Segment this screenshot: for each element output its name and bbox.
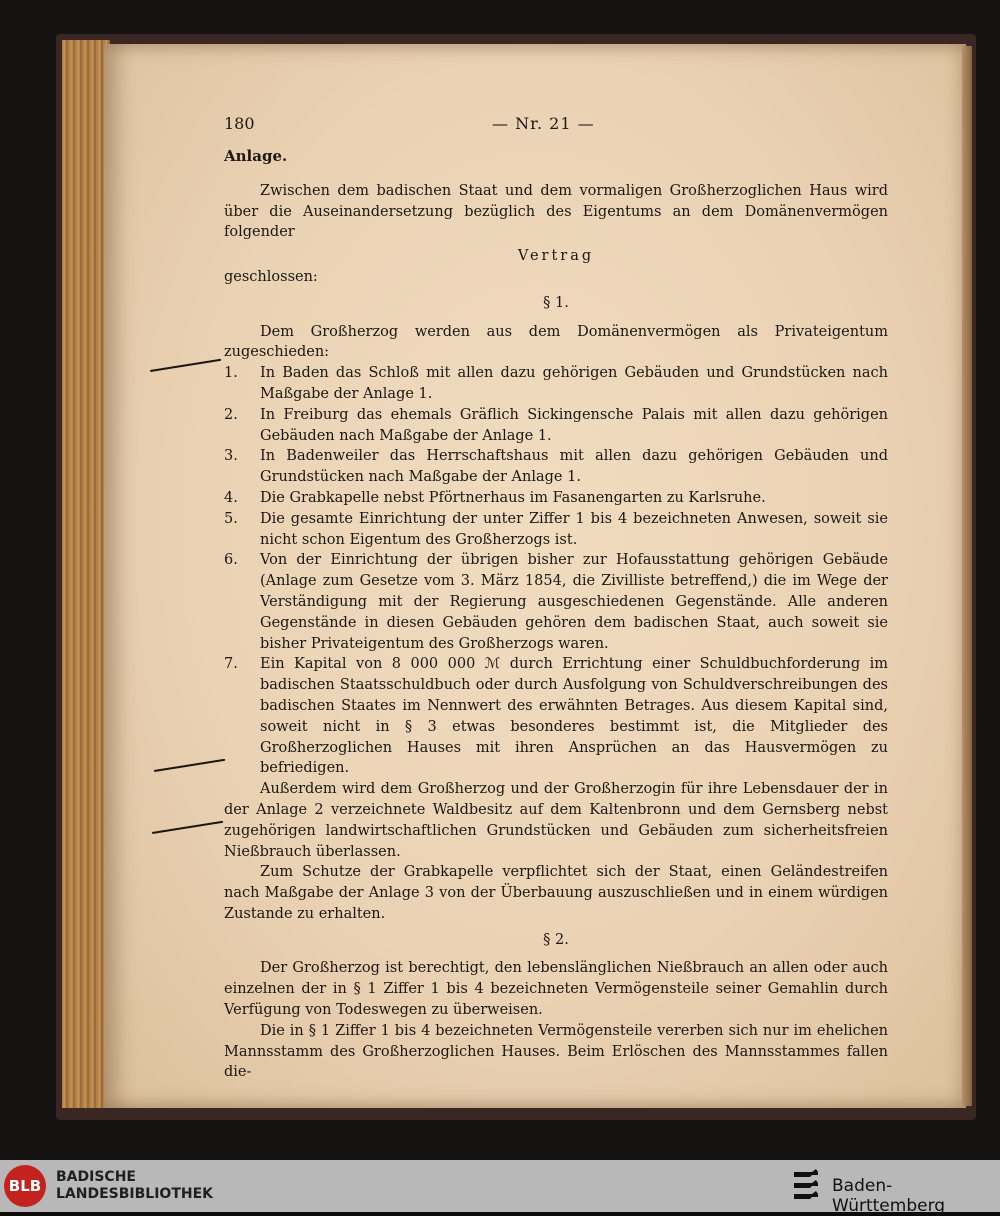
section-1-title: § 1. — [543, 294, 569, 311]
list-item-number: 5. — [224, 510, 238, 527]
library-name-line-2: LANDESBIBLIOTHEK — [56, 1186, 214, 1202]
list-item-text: Von der Einrichtung der übrigen bisher zur Hofausstattung gehörigen Gebäude (Anlage zum Gesetze vom 3. März 1854, die Zivilliste betreffend,) die im Wege der Verständigung mit der Regierung ausgeschiedenen Gegenstände. Alle anderen Gegenstände in diesen Gebäuden gehören dem badischen Staat, auch soweit sie bisher Privateigentum des Großherzogs waren. — [260, 552, 888, 652]
section-2-paragraph-2: Die in § 1 Ziffer 1 bis 4 bezeichneten Vermögensteile vererben sich nur im ehelichen Mannsstamm des Großherzoglichen Hauses. Beim Erlöschen des Mannsstammes fallen die- — [224, 1022, 888, 1081]
list-item-text: In Freiburg das ehemals Gräflich Sickingensche Palais mit allen dazu gehörigen Gebäuden nach Maßgabe der Anlage 1. — [260, 406, 888, 444]
list-item-number: 4. — [224, 489, 238, 506]
list-item-number: 2. — [224, 406, 238, 423]
paragraph-grave-chapel: Zum Schutze der Grabkapelle verpflichtet sich der Staat, einen Geländestreifen nach Maßgabe der Anlage 3 von der Überbauung auszuschließen und in einem würdigen Zustande zu erhalten. — [224, 864, 888, 922]
list-item-text: Die Grabkapelle nebst Pförtnerhaus im Fasanengarten zu Karlsruhe. — [260, 489, 766, 506]
list-item — [224, 509, 888, 551]
list-item — [224, 550, 888, 654]
page-edge-stack — [62, 40, 110, 1108]
list-item-number: 3. — [224, 448, 238, 465]
section-2-title: § 2. — [543, 931, 569, 948]
list-item-text: In Baden das Schloß mit allen dazu gehörigen Gebäuden und Grundstücken nach Maßgabe der Anlage 1. — [260, 365, 888, 402]
contract-word: Vertrag — [517, 248, 595, 265]
list-item — [224, 405, 888, 447]
library-name[interactable] — [56, 1169, 213, 1203]
baden-wuerttemberg-lions-icon[interactable] — [792, 1168, 822, 1204]
list-item — [224, 488, 888, 509]
list-item — [224, 446, 888, 488]
heading-anlage: Anlage. — [224, 147, 288, 165]
intro-paragraph: Zwischen dem badischen Staat und dem vormaligen Großherzoglichen Haus wird über die Auseinandersetzung bezüglich des Eigentums an dem Domänenvermögen folgender — [224, 182, 888, 241]
list-item — [224, 363, 888, 405]
issue-label: — Nr. 21 — — [492, 114, 595, 133]
paragraph-usufruct: Außerdem wird dem Großherzog und der Großherzogin für ihre Lebensdauer der in der Anlage 2 verzeichnete Waldbesitz auf dem Kaltenbronn und dem Gernsberg nebst zugehörigen landwirtschaftlichen Grundstücken und Gebäuden zum sicherheitsfreien Nießbrauch überlassen. — [224, 781, 888, 860]
allocation-list — [224, 363, 888, 779]
list-item-number: 7. — [224, 656, 238, 673]
list-item-text: Die gesamte Einrichtung der unter Ziffer 1 bis 4 bezeichneten Anwesen, soweit sie nicht schon Eigentum des Großherzogs ist. — [260, 510, 888, 548]
list-item-text: Ein Kapital von 8 000 000 ℳ durch Errichtung einer Schuldbuchforderung im badischen Staatsschuldbuch oder durch Ausfolgung von Schuldverschreibungen des badischen Staates im Nennwert des erwähnten Betrages. Aus diesem Kapital sind, soweit nicht in § 3 etwas besonderes bestimmt ist, die Mitglieder des Großherzoglichen Hauses mit ihren Ansprüchen an das Hausvermögen zu befriedigen. — [260, 656, 888, 777]
page-text — [224, 108, 888, 1083]
list-item — [224, 654, 888, 779]
section-1-intro: Dem Großherzog werden aus dem Domänenvermögen als Privateigentum zugeschieden: — [224, 323, 888, 361]
section-2-paragraph-1: Der Großherzog ist berechtigt, den lebenslänglichen Nießbrauch an allen oder auch einzelnen der in § 1 Ziffer 1 bis 4 bezeichneten Vermögensteile seiner Gemahlin durch Verfügung von Todeswegen zu überweisen. — [224, 960, 888, 1019]
footer-bar — [0, 1160, 1000, 1216]
list-item-text: In Badenweiler das Herrschaftshaus mit allen dazu gehörigen Gebäuden und Grundstücken nach Maßgabe der Anlage 1. — [260, 448, 888, 486]
state-name[interactable]: Baden-Württemberg — [832, 1176, 946, 1216]
list-item-number: 6. — [224, 552, 238, 569]
blb-logo[interactable]: BLB — [4, 1165, 46, 1207]
library-name-line-1: BADISCHE — [56, 1169, 136, 1185]
concluded-line: geschlossen: — [224, 268, 318, 285]
list-item-number: 1. — [224, 365, 238, 382]
page-number: 180 — [224, 114, 255, 133]
page-header — [224, 108, 888, 138]
right-page-edge — [962, 46, 972, 1106]
